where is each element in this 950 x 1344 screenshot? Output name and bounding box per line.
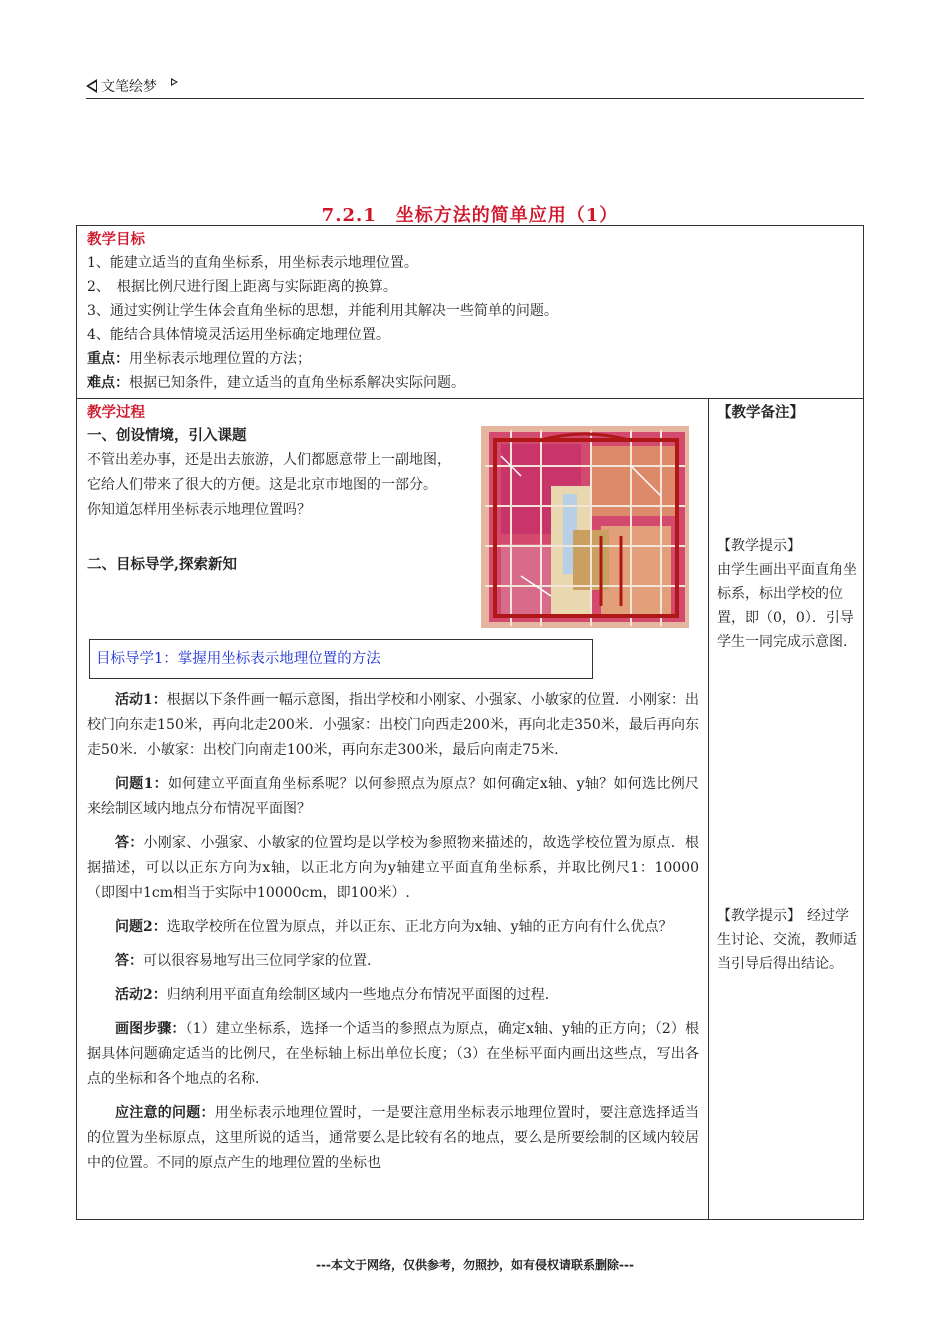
question-paragraph xyxy=(87,772,699,822)
beijing-map-image xyxy=(481,426,689,628)
goals-heading: 教学目标 xyxy=(87,231,145,248)
triangle-left-icon xyxy=(86,79,97,93)
tip-label: 【教学提示】 xyxy=(717,538,801,554)
paragraph-text: 如何建立平面直角坐标系呢？以何参照点为原点？如何确定x轴、y轴？如何选比例尺来绘制区域内地点分布情况平面图？ xyxy=(87,776,699,817)
intro-paragraph: 不管出差办事，还是出去旅游，人们都愿意带上一副地图，它给人们带来了很大的方便。这是北京市地图的一部分。 xyxy=(87,452,451,493)
section-1-heading: 一、创设情境，引入课题 xyxy=(87,427,247,444)
goal-item: 2、 根据比例尺进行图上距离与实际距离的换算。 xyxy=(87,279,397,295)
teaching-goals-cell xyxy=(76,225,864,399)
activity-paragraph xyxy=(87,688,699,763)
document-title: 7.2.1 坐标方法的简单应用（1） xyxy=(321,205,619,226)
goal-item: 1、能建立适当的直角坐标系，用坐标表示地理位置。 xyxy=(87,255,418,271)
notice-paragraph xyxy=(87,1101,699,1176)
goal-item: 3、通过实例让学生体会直角坐标的思想，并能利用其解决一些简单的问题。 xyxy=(87,303,558,319)
answer-paragraph xyxy=(87,831,699,906)
paragraph-text: 用坐标表示地理位置时，一是要注意用坐标表示地理位置时，要注意选择适当的位置为坐标原点，这里所说的适当，通常要么是比较有名的地点，要么是所要绘制的区域内较居中的位置。不同的原点产生的地理位置的坐标也 xyxy=(87,1105,699,1171)
goal-item: 4、能结合具体情境灵活运用坐标确定地理位置。 xyxy=(87,327,390,343)
teaching-notes-cell xyxy=(708,398,864,1220)
paragraph-text: 选取学校所在位置为原点，并以正东、正北方向为x轴、y轴的正方向有什么优点？ xyxy=(166,919,673,935)
goal-guide-box: 目标导学1：掌握用坐标表示地理位置的方法 xyxy=(89,639,593,679)
page-header xyxy=(86,74,864,99)
tip-label: 【教学提示】 xyxy=(717,908,801,924)
paragraph-label: 应注意的问题： xyxy=(115,1105,215,1121)
activity-paragraph xyxy=(87,983,699,1008)
paragraph-label: 活动1： xyxy=(115,692,167,708)
paragraph-label: 答： xyxy=(115,835,144,851)
answer-paragraph xyxy=(87,949,699,974)
paragraph-label: 活动2： xyxy=(115,987,167,1003)
paragraph-label: 问题2： xyxy=(115,919,167,935)
key-text: 用坐标表示地理位置的方法； xyxy=(129,351,311,367)
notes-heading: 【教学备注】 xyxy=(717,404,804,421)
steps-paragraph xyxy=(87,1017,699,1092)
triangle-right-icon xyxy=(171,78,178,86)
key-point xyxy=(87,347,853,371)
difficulty-text: 根据已知条件，建立适当的直角坐标系解决实际问题。 xyxy=(129,375,465,391)
teaching-tip-1 xyxy=(717,534,859,654)
paragraph-text: 可以很容易地写出三位同学家的位置. xyxy=(143,953,372,969)
tip-text: 由学生画出平面直角坐标系，标出学校的位置，即（0，0）．引导学生一同完成示意图. xyxy=(717,562,857,650)
paragraph-label: 问题1： xyxy=(115,776,168,792)
paragraph-text: （1）建立坐标系，选择一个适当的参照点为原点，确定x轴、y轴的正方向；（2）根据具体问题确定适当的比例尺，在坐标轴上标出单位长度；（3）在坐标平面内画出这些点，写出各点的坐标和各个地点的名称. xyxy=(87,1021,699,1087)
teaching-tip-2 xyxy=(717,904,859,976)
difficulty-label: 难点： xyxy=(87,375,129,391)
page-footer: ---本文于网络，仅供参考，勿照抄，如有侵权请联系删除--- xyxy=(316,1258,634,1272)
difficult-point xyxy=(87,371,853,395)
header-brand xyxy=(86,76,178,96)
intro-question: 你知道怎样用坐标表示地理位置吗？ xyxy=(87,502,311,518)
key-label: 重点： xyxy=(87,351,129,367)
section-2-heading: 二、目标导学,探索新知 xyxy=(87,556,238,573)
question-paragraph xyxy=(87,915,699,940)
teaching-process-cell xyxy=(76,398,709,1220)
brand-text: 文笔绘梦 xyxy=(101,79,157,95)
tip-text: 经过学生讨论、交流，教师适当引导后得出结论。 xyxy=(717,908,857,972)
process-heading: 教学过程 xyxy=(87,404,145,421)
paragraph-text: 根据以下条件画一幅示意图，指出学校和小刚家、小强家、小敏家的位置．小刚家：出校门向东走150米，再向北走200米．小强家：出校门向西走200米，再向北走350米，最后再向东走50米．小敏家：出校门向南走100米，再向东走300米，最后向南走75米. xyxy=(87,692,699,758)
paragraph-text: 小刚家、小强家、小敏家的位置均是以学校为参照物来描述的，故选学校位置为原点．根据描述，可以以正东方向为x轴，以正北方向为y轴建立平面直角坐标系，并取比例尺1：10000（即图中1cm相当于实际中10000cm，即100米）. xyxy=(87,835,699,901)
process-body xyxy=(87,688,699,1185)
paragraph-label: 画图步骤： xyxy=(115,1021,186,1037)
paragraph-text: 归纳利用平面直角绘制区域内一些地点分布情况平面图的过程. xyxy=(166,987,550,1003)
paragraph-label: 答： xyxy=(115,953,143,969)
